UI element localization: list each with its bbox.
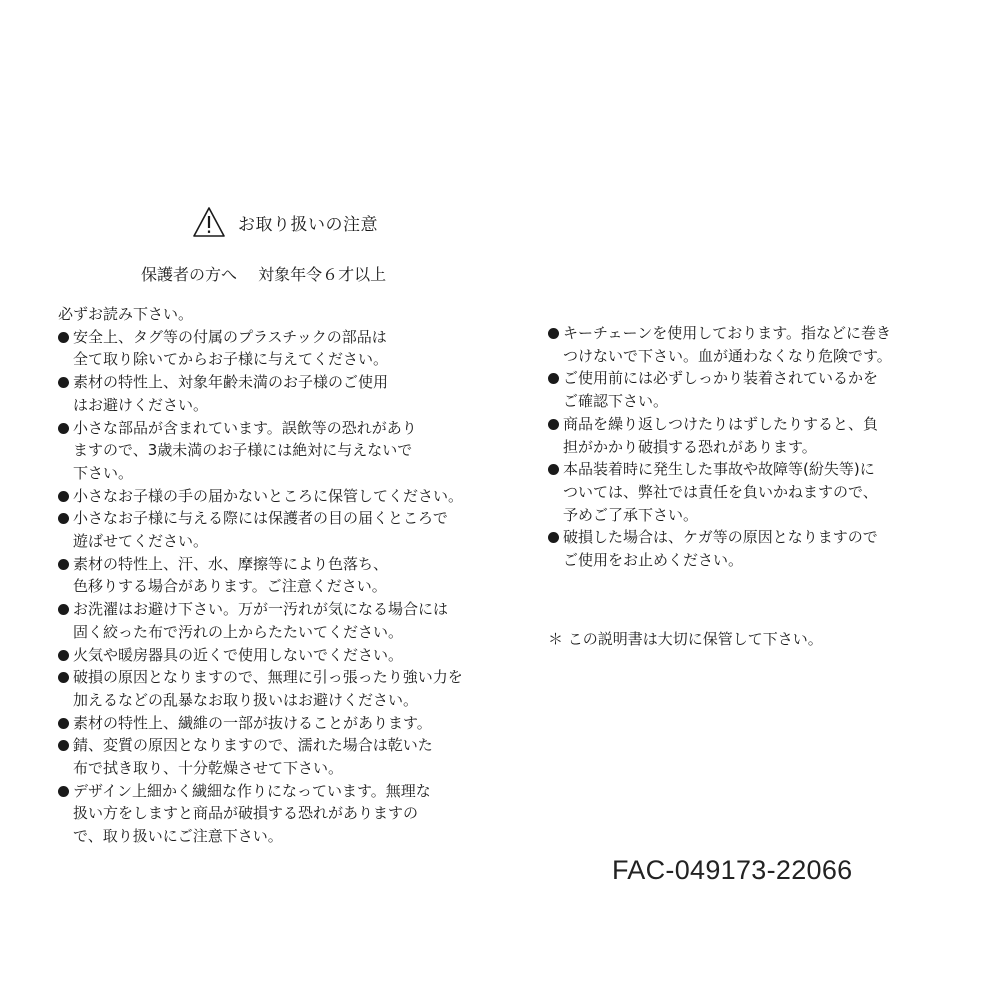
bullet-dot-icon [58, 491, 69, 502]
warning-triangle-icon [192, 206, 226, 238]
caution-text: 素材の特性上、汗、水、摩擦等により色落ち、 色移りする場合があります。ご注意ください。 [73, 554, 389, 596]
page-title: お取り扱いの注意 [238, 214, 378, 235]
caution-text: 小さなお子様の手の届かないところに保管してください。 [73, 486, 464, 505]
bullet-dot-icon [58, 559, 69, 570]
caution-item [58, 326, 498, 371]
bullet-dot-icon [58, 650, 69, 661]
caution-item [548, 322, 948, 367]
caution-text: 商品を繰り返しつけたりはずしたりすると、負 担がかかり破損する恐れがあります。 [563, 414, 879, 456]
keep-manual-note: ＊ この説明書は大切に保管して下さい。 [548, 630, 823, 648]
bullet-dot-icon [58, 786, 69, 797]
caution-item [58, 417, 498, 485]
caution-text: 素材の特性上、繊維の一部が抜けることがあります。 [73, 713, 432, 732]
caution-text: 破損の原因となりますので、無理に引っ張ったり強い力を 加えるなどの乱暴なお取り扱いはお避けください。 [73, 668, 463, 709]
caution-item [58, 644, 498, 667]
caution-text: 小さなお子様に与える際には保護者の目の届くところで 遊ばせてください。 [73, 509, 448, 551]
caution-item [58, 371, 498, 416]
caution-item [58, 553, 498, 598]
caution-item [58, 598, 498, 643]
bullet-dot-icon [58, 423, 69, 434]
caution-item [58, 666, 498, 711]
caution-item [58, 780, 498, 848]
title-row [192, 206, 378, 238]
caution-item [58, 485, 498, 508]
bullet-dot-icon [58, 332, 69, 343]
bullet-dot-icon [548, 419, 559, 430]
caution-text: お洗濯はお避け下さい。万が一汚れが気になる場合には 固く絞った布で汚れの上からたたいてください。 [73, 600, 449, 641]
caution-text: 錆、変質の原因となりますので、濡れた場合は乾いた 布で拭き取り、十分乾燥させて下さい。 [73, 736, 433, 778]
right-caution-list [548, 322, 948, 572]
bullet-dot-icon [58, 604, 69, 615]
caution-item [548, 458, 948, 526]
bullet-dot-icon [548, 464, 559, 475]
bullet-dot-icon [58, 740, 69, 751]
caution-text: 小さな部品が含まれています。誤飲等の恐れがあり ますので、3歳未満のお子様には絶対に与えないで 下さい。 [73, 418, 417, 482]
caution-text: キーチェーンを使用しております。指などに巻き つけないで下さい。血が通わなくなり危険です。 [563, 324, 892, 365]
caution-item [58, 712, 498, 735]
caution-text: 破損した場合は、ケガ等の原因となりますので ご使用をお止めください。 [563, 528, 878, 570]
bullet-dot-icon [58, 672, 69, 683]
bullet-dot-icon [548, 532, 559, 543]
bullet-dot-icon [58, 718, 69, 729]
caution-text: ご使用前には必ずしっかり装着されているかを ご確認下さい。 [563, 369, 879, 411]
caution-item [58, 734, 498, 779]
caution-text: 火気や暖房器具の近くで使用しないでください。 [73, 645, 404, 664]
left-column [58, 303, 498, 848]
intro-text: 必ずお読み下さい。 [58, 305, 194, 323]
target-age-subtitle: 保護者の方へ 対象年令６才以上 [141, 265, 387, 284]
caution-item [548, 367, 948, 412]
right-column [548, 322, 948, 572]
bullet-dot-icon [58, 513, 69, 524]
caution-item [548, 413, 948, 458]
product-code: FAC-049173-22066 [612, 855, 853, 885]
caution-text: 本品装着時に発生した事故や故障等(紛失等)に ついては、弊社では責任を負いかねますので、 予めご了承下さい。 [563, 460, 878, 524]
bullet-dot-icon [58, 377, 69, 388]
caution-item [58, 507, 498, 552]
caution-item [548, 526, 948, 571]
bullet-dot-icon [548, 373, 559, 384]
bullet-dot-icon [548, 328, 559, 339]
caution-text: 素材の特性上、対象年齢未満のお子様のご使用 はお避けください。 [73, 373, 389, 414]
caution-text: デザイン上細かく繊細な作りになっています。無理な 扱い方をしますと商品が破損する恐れがありますの で、取り扱いにご注意下さい。 [73, 781, 431, 846]
left-caution-list [58, 326, 498, 848]
caution-text: 安全上、タグ等の付属のプラスチックの部品は 全て取り除いてからお子様に与えてください。 [73, 327, 389, 369]
